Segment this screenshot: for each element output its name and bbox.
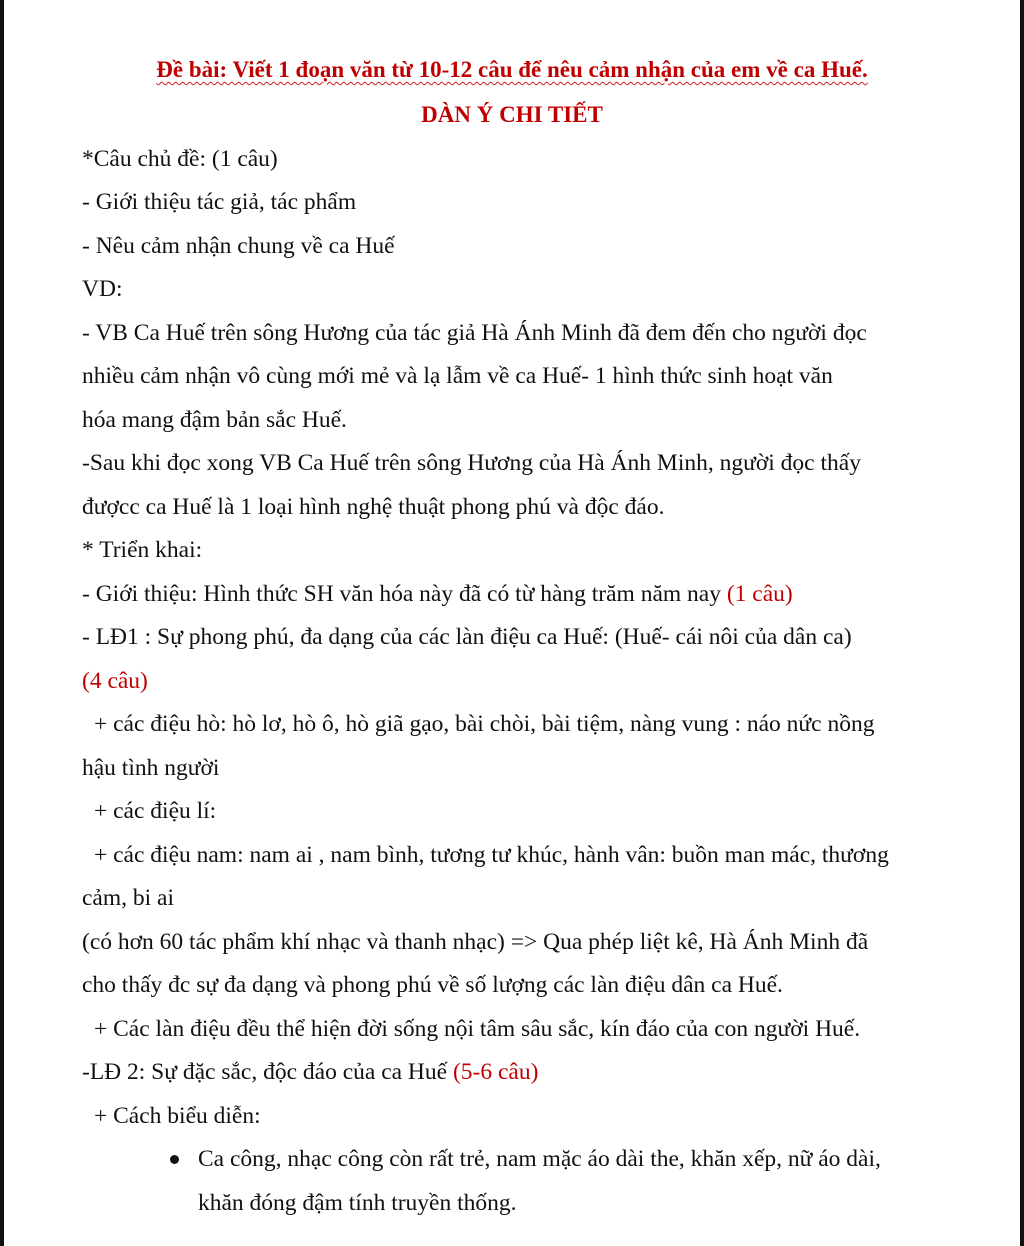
example-1-line-2: nhiều cảm nhận vô cùng mới mẻ và lạ lẫm về ca Huế- 1 hình thức sinh hoạt văn bbox=[82, 363, 833, 389]
example-2-line-1: -Sau khi đọc xong VB Ca Huế trên sông Hương của Hà Ánh Minh, người đọc thấy bbox=[82, 450, 861, 476]
ld1-item-nam-cont: cảm, bi ai bbox=[82, 885, 175, 911]
bullet-item bbox=[82, 1138, 942, 1182]
example-1-line-1: - VB Ca Huế trên sông Hương của tác giả Hà Ánh Minh đã đem đến cho người đọc bbox=[82, 319, 867, 346]
development-label: * Triển khai: bbox=[82, 537, 203, 563]
argument-2-text: -LĐ 2: Sự đặc sắc, độc đáo của ca Huế bbox=[82, 1059, 453, 1085]
assignment-title: Đề bài: Viết 1 đoạn văn từ 10-12 câu để nêu cảm nhận của em về ca Huế. bbox=[156, 57, 868, 82]
argument-1: - LĐ1 : Sự phong phú, đa dạng của các làn điệu ca Huế: (Huế- cái nôi của dân ca) bbox=[82, 624, 852, 650]
ld1-summary-line-2: cho thấy đc sự đa dạng và phong phú về số lượng các làn điệu dân ca Huế. bbox=[82, 972, 783, 998]
argument-1-note: (4 câu) bbox=[82, 667, 148, 694]
intro-point-note: (1 câu) bbox=[726, 580, 793, 607]
intro-general-feeling: - Nêu cảm nhận chung về ca Huế bbox=[82, 232, 395, 259]
topic-sentence-label: *Câu chủ đề: (1 câu) bbox=[82, 145, 278, 172]
page-border-right bbox=[1020, 0, 1024, 1246]
ld1-summary-line-1: (có hơn 60 tác phẩm khí nhạc và thanh nhạc) => Qua phép liệt kê, Hà Ánh Minh đã bbox=[82, 928, 869, 955]
ld1-item-nam: + các điệu nam: nam ai , nam bình, tương tư khúc, hành vân: buồn man mác, thương bbox=[94, 841, 889, 868]
ld1-item-ho: + các điệu hò: hò lơ, hò ô, hò giã gạo, bài chòi, bài tiệm, nàng vung : náo nức nồng bbox=[94, 711, 875, 737]
ld1-item-li: + các điệu lí: bbox=[94, 798, 217, 824]
intro-point bbox=[82, 573, 942, 617]
bullet-item-cont: khăn đóng đậm tính truyền thống. bbox=[198, 1189, 517, 1216]
document-body bbox=[82, 48, 942, 1225]
argument-2-note: (5-6 câu) bbox=[452, 1059, 539, 1085]
example-label: VD: bbox=[82, 276, 123, 302]
argument-2 bbox=[82, 1051, 942, 1095]
outline-heading: DÀN Ý CHI TIẾT bbox=[421, 101, 603, 127]
intro-point-text: - Giới thiệu: Hình thức SH văn hóa này đã có từ hàng trăm năm nay bbox=[82, 580, 727, 607]
example-1-line-3: hóa mang đậm bản sắc Huế. bbox=[82, 406, 347, 433]
page-border-left bbox=[0, 0, 4, 1246]
ld1-item-ho-cont: hậu tình người bbox=[82, 754, 220, 781]
ld1-item-inner-life: + Các làn điệu đều thể hiện đời sống nội tâm sâu sắc, kín đáo của con người Huế. bbox=[94, 1015, 861, 1042]
bullet-line-1: Ca công, nhạc công còn rất trẻ, nam mặc áo dài the, khăn xếp, nữ áo dài, bbox=[198, 1146, 881, 1172]
ld2-performance-label: + Cách biểu diễn: bbox=[94, 1102, 261, 1129]
example-2-line-2: đượcc ca Huế là 1 loại hình nghệ thuật phong phú và độc đáo. bbox=[82, 493, 665, 520]
intro-author-work: - Giới thiệu tác giả, tác phẩm bbox=[82, 189, 357, 215]
bullet-icon bbox=[170, 1155, 179, 1164]
